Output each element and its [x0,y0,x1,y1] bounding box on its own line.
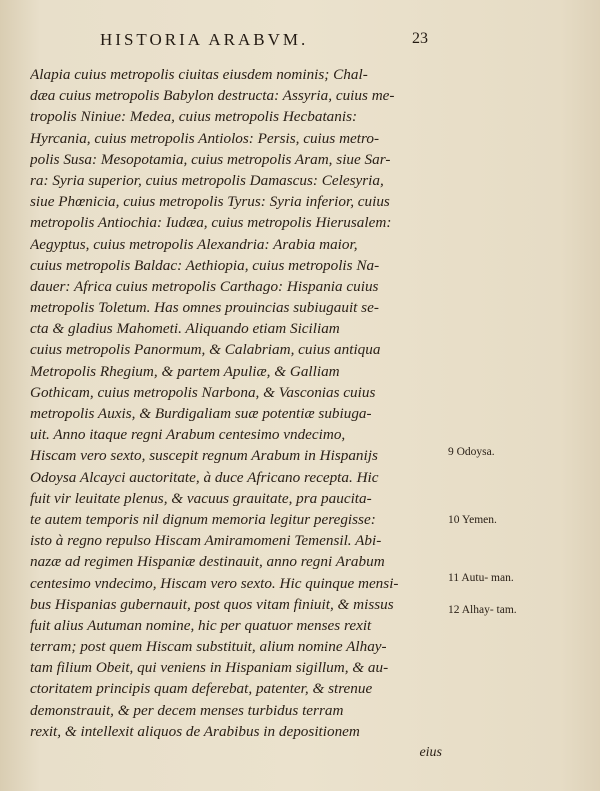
catchword: eius [419,745,442,760]
text-line: metropolis Toletum. Has omnes prouincias subiugauit se- [30,299,379,317]
text-line: centesimo vndecimo, Hiscam vero sexto. Hic quinque mensi- [30,574,399,592]
text-line: uit. Anno itaque regni Arabum centesimo vndecimo, [30,426,346,444]
margin-note-alhaytam: 12 Alhay- tam. [448,604,517,616]
text-line: siue Phœnicia, cuius metropolis Tyrus: Syria inferior, cuius [30,193,390,211]
text-line: te autem temporis nil dignum memoria legitur peregisse: [30,510,376,528]
text-line: Odoysa Alcayci auctoritate, à duce Africano recepta. Hic [30,468,379,486]
text-line: nazæ ad regimen Hispaniæ destinauit, anno regni Arabum [30,553,385,571]
text-line: Hiscam vero sexto, suscepit regnum Arabum in Hispanijs [30,447,378,465]
text-line: cuius metropolis Baldac: Aethiopia, cuius metropolis Na- [30,256,380,274]
text-line: cta & gladius Mahometi. Aliquando etiam Siciliam [30,320,340,338]
text-line: terram; post quem Hiscam substituit, alium nomine Alhay- [30,638,387,656]
text-line: bus Hispanias gubernauit, post quos vitam finiuit, & missus [30,595,394,613]
text-line: Alapia cuius metropolis ciuitas eiusdem nominis; Chal- [30,66,368,83]
text-line: tropolis Niniue: Medea, cuius metropolis Hecbatanis: [30,108,358,126]
margin-note-odoysa: 9 Odoysa. [448,446,495,458]
text-line: fuit vir leuitate plenus, & vacuus grauitate, pra paucita- [30,489,372,507]
text-line: ra: Syria superior, cuius metropolis Damascus: Celesyria, [30,171,384,189]
text-line: Aegyptus, cuius metropolis Alexandria: Arabia maior, [30,235,358,253]
running-title: HISTORIA ARABVM. [100,30,309,49]
text-line: isto à regno repulso Hiscam Amiramomeni Temensil. Abi- [30,532,382,550]
text-line: metropolis Antiochia: Iudæa, cuius metropolis Hierusalem: [30,214,392,232]
text-line: Metropolis Rhegium, & partem Apuliæ, & Galliam [30,362,340,380]
text-line: polis Susa: Mesopotamia, cuius metropolis Aram, siue Sar- [30,150,391,168]
text-line: cuius metropolis Panormum, & Calabriam, cuius antiqua [30,341,381,359]
margin-note-yemen: 10 Yemen. [448,514,497,526]
text-line: tam filium Obeit, qui veniens in Hispaniam sigillum, & au- [30,659,389,677]
page-number: 23 [412,30,428,47]
text-line: demonstrauit, & per decem menses turbidus terram [30,701,344,719]
text-line: rexit, & intellexit aliquos de Arabibus in depositionem [30,722,360,740]
text-line: Gothicam, cuius metropolis Narbona, & Vasconias cuius [30,383,376,401]
margin-note-autuman: 11 Autu- man. [448,572,514,584]
text-line: metropolis Auxis, & Burdigaliam suæ potentiæ subiuga- [30,405,372,422]
text-line: Hyrcania, cuius metropolis Antiolos: Persis, cuius metro- [30,129,379,147]
text-line: dæa cuius metropolis Babylon destructa: Assyria, cuius me- [30,87,395,105]
text-line: fuit alius Autuman nomine, hic per quatuor menses rexit [30,616,372,634]
main-text-block [30,64,442,763]
text-line: dauer: Africa cuius metropolis Carthago: Hispania cuius [30,277,379,295]
text-line: ctoritatem principis quam deferebat, patenter, & strenue [30,680,373,698]
